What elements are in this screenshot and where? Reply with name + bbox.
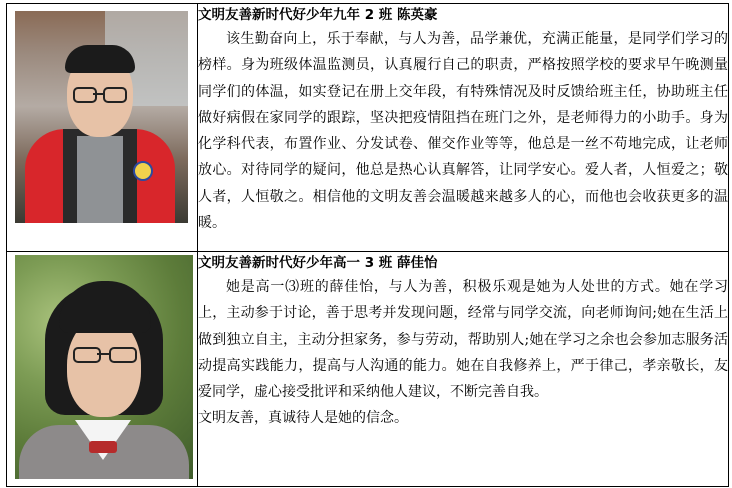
- student-photo: [15, 11, 188, 223]
- student-photo: [15, 255, 193, 479]
- profile-paragraph: 文明友善，真诚待人是她的信念。: [198, 410, 408, 427]
- profile-text-cell: [198, 252, 729, 487]
- profile-row: [7, 4, 729, 252]
- profiles-table: [6, 3, 729, 487]
- profile-row: [7, 252, 729, 487]
- photo-cell: [7, 252, 198, 487]
- photo-cell: [7, 4, 198, 252]
- profile-title: 文明友善新时代好少年高一 3 班 薛佳怡: [198, 255, 438, 271]
- profile-paragraph: 她是高一⑶班的薛佳怡，与人为善，积极乐观是她为人处世的方式。她在学习上，主动参于讨论，善于思考并发现问题，经常与同学交流，向老师询问;她在生活上做到独立自主，主动分担家务，参与劳动，帮助别人;她在学习之余也会参加志服务活动提高实践能力，提高与人沟通的能力。她在自我修养上，严于律己，孝亲敬长，友爱同学，虚心接受批评和采纳他人建议，不断完善自我。: [198, 279, 728, 401]
- profile-title: 文明友善新时代好少年九年 2 班 陈英豪: [198, 7, 438, 23]
- profile-text-cell: [198, 4, 729, 252]
- profile-paragraph: 该生勤奋向上，乐于奉献，与人为善，品学兼优，充满正能量，是同学们学习的榜样。身为班级体温监测员，认真履行自己的职责，严格按照学校的要求早午晚测量同学们的体温，如实登记在册上交年段，有特殊情况及时反馈给班主任，协助班主任做好病假在家同学的跟踪，坚决把疫情阻挡在班门之外，是老师得力的小助手。身为化学科代表，布置作业、分发试卷、催交作业等等，他总是一丝不苟地完成，让老师放心。对待同学的疑问，他总是热心认真解答，让同学安心。爱人者，人恒爱之；敬人者，人恒敬之。相信他的文明友善会温暖越来越多人的心，而他也会收获更多的温暖。: [198, 31, 728, 232]
